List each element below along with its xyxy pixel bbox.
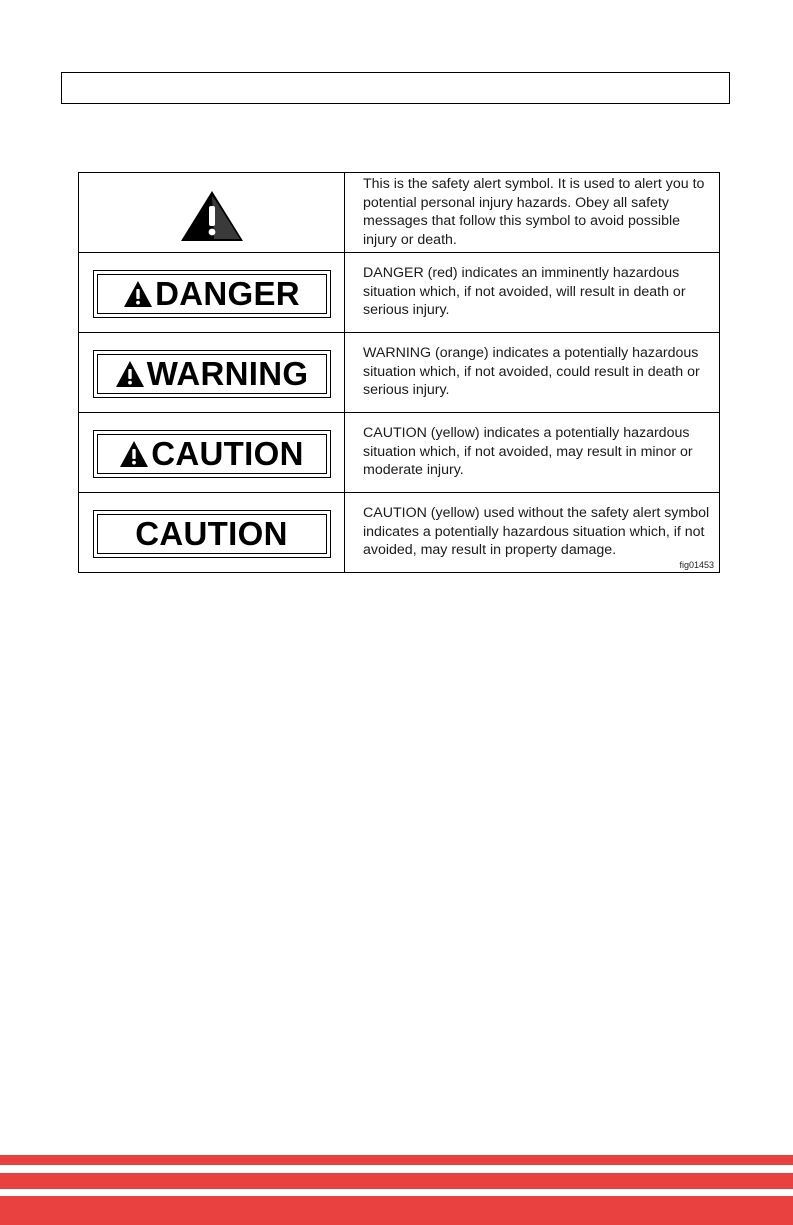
table-row	[79, 253, 720, 333]
alert-triangle-icon	[119, 440, 149, 468]
table-row	[79, 333, 720, 413]
sign-cell	[79, 333, 345, 413]
table-row	[79, 413, 720, 493]
description-cell: This is the safety alert symbol. It is used to alert you to potential personal injury hazards. Obey all safety messages that follow this symbol to avoid possible injury or death.	[345, 173, 720, 253]
safety-alert-icon	[179, 189, 245, 243]
safety-signal-table	[78, 172, 720, 573]
alert-triangle-icon	[123, 280, 153, 308]
warning-sign	[93, 350, 331, 398]
footer-stripe	[0, 1196, 793, 1225]
sign-label: CAUTION	[135, 514, 288, 552]
header-box	[61, 72, 730, 104]
sign-label: CAUTION	[151, 434, 304, 472]
description-cell: DANGER (red) indicates an imminently hazardous situation which, if not avoided, will result in death or serious injury.	[345, 253, 720, 333]
description-text: CAUTION (yellow) used without the safety alert symbol indicates a potentially hazardous situation which, if not avoided, may result in property damage.	[363, 505, 710, 559]
alert-triangle-icon	[115, 360, 145, 388]
description-cell: WARNING (orange) indicates a potentially hazardous situation which, if not avoided, could result in death or serious injury.	[345, 333, 720, 413]
sign-cell	[79, 413, 345, 493]
footer-stripe	[0, 1173, 793, 1189]
sign-cell	[79, 253, 345, 333]
sign-label: WARNING	[146, 354, 309, 392]
description-cell	[345, 493, 720, 573]
caution-sign-no-symbol	[93, 510, 331, 558]
table-row	[79, 173, 720, 253]
footer-stripe	[0, 1155, 793, 1165]
sign-cell	[79, 493, 345, 573]
caution-sign	[93, 430, 331, 478]
figure-id: fig01453	[679, 560, 714, 570]
danger-sign	[93, 270, 331, 318]
sign-label: DANGER	[155, 274, 300, 312]
symbol-cell	[79, 173, 345, 253]
table-row	[79, 493, 720, 573]
description-cell: CAUTION (yellow) indicates a potentially hazardous situation which, if not avoided, may result in minor or moderate injury.	[345, 413, 720, 493]
